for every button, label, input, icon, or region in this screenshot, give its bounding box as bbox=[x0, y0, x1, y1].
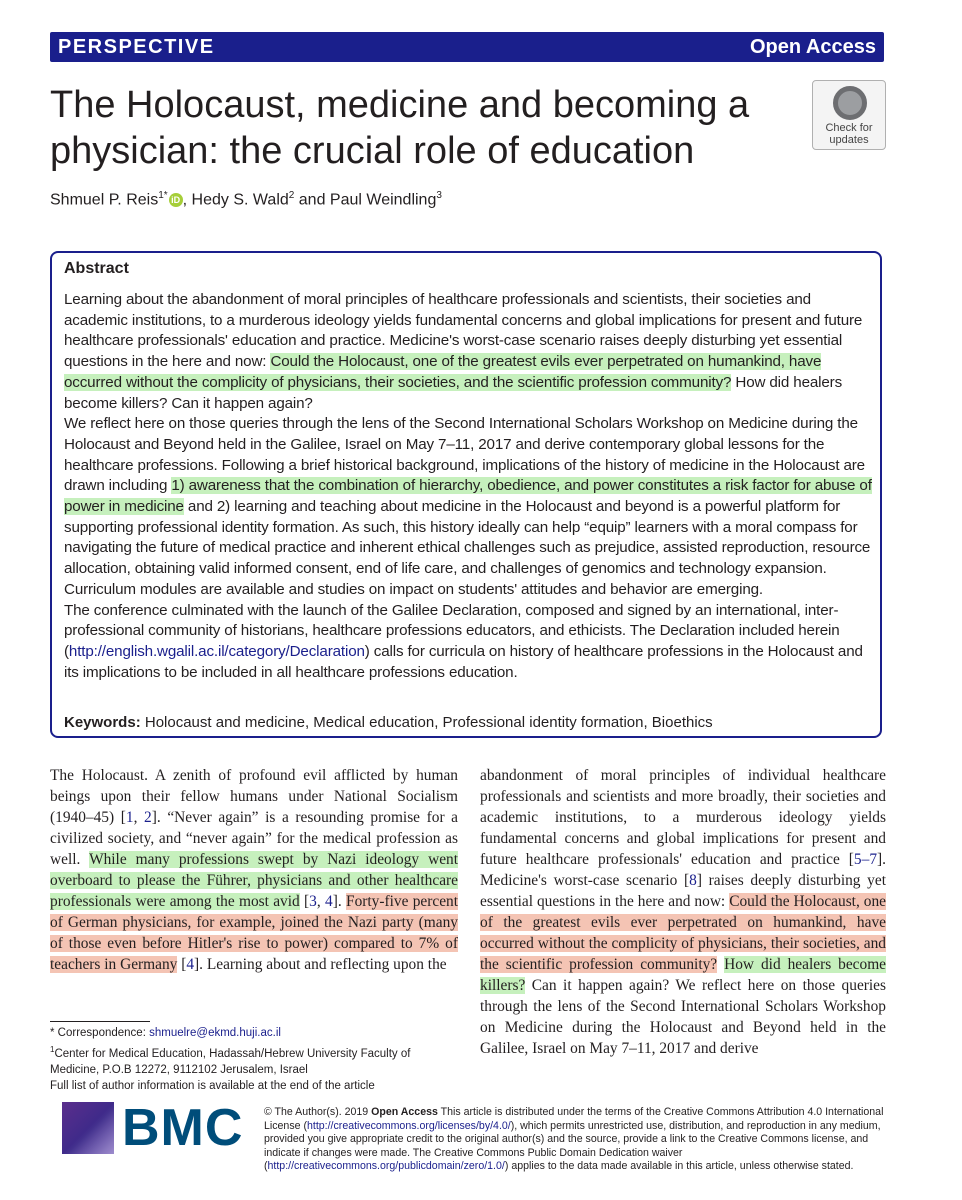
body-column-right bbox=[480, 765, 886, 1059]
correspondence-email-link[interactable]: shmuelre@ekmd.huji.ac.il bbox=[149, 1027, 281, 1039]
license-statement: © The Author(s). 2019 Open Access This article is distributed under the terms of the Creative Commons Attribution 4.0 International License (http://creativecommons.org/licenses/by/4.0/), which permits unrestricted use, distribution, and reproduction in any medium, provided you give appropriate credit to the original author(s) and the source, provide a link to the Creative Commons license, and indicate if changes were made. The Creative Commons Public Domain Dedication waiver (http://creativecommons.org/publicdomain/zero/1.0/) applies to the data made available in this article, unless otherwise stated. bbox=[264, 1106, 884, 1173]
keywords-label: Keywords: bbox=[64, 714, 141, 731]
highlight-green: How did healers become killers? bbox=[480, 956, 886, 994]
title-line-1: The Holocaust, medicine and becoming a bbox=[50, 84, 750, 126]
abstract-box bbox=[50, 251, 882, 738]
bmc-logo bbox=[62, 1099, 244, 1157]
footnotes bbox=[50, 1025, 460, 1095]
open-access-label: Open Access bbox=[750, 36, 876, 58]
article-type-banner bbox=[50, 32, 884, 62]
abstract-body bbox=[64, 290, 872, 683]
highlight-red: Could the Holocaust, one of the greatest evils ever perpetrated on humankind, have occurred without the complicity of physicians, their societies, and the scientific profession community? bbox=[480, 893, 886, 973]
author-affiliation: 3 bbox=[436, 190, 442, 201]
body-paragraph: The Holocaust. A zenith of profound evil afflicted by human beings upon their fellow humans under National Socialism (1940–45) [1, 2]. “Never again” is a resounding promise for a civilized society, and “never again” for the medical profession as well. While many professions swept by Nazi ideology went overboard to please the Führer, physicians and other healthcare professionals were among the most avid [3, 4]. Forty-five percent of German physicians, for example, joined the Nazi party (many of those even before Hitler's rise to power) compared to 7% of teachers in Germany [4]. Learning about and reflecting upon the bbox=[50, 767, 459, 973]
highlight-green: Could the Holocaust, one of the greatest evils ever perpetrated on humankind, have occurred without the complicity of physicians, their societies, and the scientific profession community? bbox=[64, 353, 822, 391]
highlight-green: 1) awareness that the combination of hierarchy, obedience, and power constitutes a risk factor for abuse of power in medicine bbox=[64, 477, 872, 516]
abstract-paragraph: Learning about the abandonment of moral principles of healthcare professionals and scientists, their societies and academic institutions, to a murderous ideology yields fundamental concerns and global implications for present and future healthcare professionals' education and practice. Medicine's worst-case scenario raises deeply disturbing yet essential questions in the here and now: Could the Holocaust, one of the greatest evils ever perpetrated on humankind, have occurred without the complicity of physicians, their societies, and the scientific profession community? How did healers become killers? Can it happen again? bbox=[64, 291, 863, 412]
check-for-updates-button[interactable] bbox=[812, 80, 886, 150]
author-name[interactable]: , Hedy S. Wald bbox=[182, 191, 289, 209]
citation-link[interactable]: 5–7 bbox=[853, 851, 878, 868]
check-updates-label: Check for updates bbox=[825, 122, 873, 146]
affiliation-note: $^1$Center for Medical Education, Hadassah/Hebrew University Faculty of Medicine, P.O.B 12272, 9112102 Jerusalem, Israel bbox=[50, 1044, 411, 1076]
body-column-left bbox=[50, 765, 458, 975]
declaration-link[interactable]: http://english.wgalil.ac.il/category/Declaration bbox=[68, 642, 365, 660]
article-type-label: PERSPECTIVE bbox=[58, 36, 215, 58]
article-title bbox=[50, 82, 780, 174]
citation-link[interactable]: 1 bbox=[125, 809, 134, 826]
correspondence-note: * Correspondence: shmuelre@ekmd.huji.ac.il bbox=[50, 1027, 281, 1039]
cc-by-license-link[interactable]: http://creativecommons.org/licenses/by/4.0/ bbox=[307, 1119, 511, 1132]
author-name[interactable]: Shmuel P. Reis bbox=[50, 191, 159, 209]
author-affiliation: 1* bbox=[158, 190, 168, 201]
citation-link[interactable]: 4 bbox=[186, 956, 195, 973]
keywords-text: Holocaust and medicine, Medical education, Professional identity formation, Bioethics bbox=[140, 714, 713, 731]
highlight-green: While many professions swept by Nazi ideology went overboard to please the Führer, physicians and other healthcare professionals were among the most avid bbox=[50, 851, 458, 910]
footnote-divider bbox=[50, 1021, 150, 1022]
check-updates-icon bbox=[833, 86, 867, 120]
orcid-icon[interactable]: iD bbox=[169, 193, 183, 207]
author-info-note: Full list of author information is available at the end of the article bbox=[50, 1080, 375, 1093]
citation-link[interactable]: 3 bbox=[309, 893, 317, 910]
cc-zero-license-link[interactable]: http://creativecommons.org/publicdomain/zero/1.0/ bbox=[267, 1160, 505, 1173]
citation-link[interactable]: 2 bbox=[144, 809, 152, 826]
citation-link[interactable]: 8 bbox=[689, 872, 697, 889]
abstract-paragraph: We reflect here on those queries through the lens of the Second International Scholars Workshop on Medicine during the Holocaust and Beyond held in the Galilee, Israel on May 7–11, 2017 and derive contemporary global lessons for the healthcare professions. Following a brief historical background, implications of the history of medicine in the Holocaust are drawn including 1) awareness that the combination of hierarchy, obedience, and power constitutes a risk factor for abuse of power in medicine and 2) learning and teaching about medicine in the Holocaust and beyond is a powerful platform for supporting professional identity formation. As such, this history ideally can help “equip” learners with a moral compass for navigating the future of medical practice and inherent ethical challenges such as prejudice, assisted reproduction, resource allocation, obtaining valid informed consent, end of life care, and challenges of genomics and technology expansion. Curriculum modules are available and studies on impact on students' attitudes and behavior are emerging. bbox=[64, 415, 872, 598]
highlight-red: Forty-five percent of German physicians, for example, joined the Nazi party (many of those even before Hitler's rise to power) compared to 7% of teachers in Germany bbox=[50, 893, 459, 973]
author-name[interactable]: and Paul Weindling bbox=[294, 191, 437, 209]
author-list bbox=[50, 190, 442, 209]
body-paragraph: abandonment of moral principles of individual healthcare professionals and scientists and more broadly, their societies and academic institutions, to a murderous ideology yields fundamental concerns and global implications for present and future healthcare professionals' education and practice [5–7]. Medicine's worst-case scenario [8] raises deeply disturbing yet essential questions in the here and now: Could the Holocaust, one of the greatest evils ever perpetrated on humankind, have occurred without the complicity of physicians, their societies, and the scientific profession community? How did healers become killers? Can it happen again? We reflect here on those queries through the lens of the Second International Scholars Workshop on Medicine during the Holocaust and Beyond held in the Galilee, Israel on May 7–11, 2017 and derive bbox=[480, 767, 886, 1057]
keywords bbox=[64, 714, 713, 731]
author-affiliation: 2 bbox=[288, 190, 295, 201]
open-access-bold: Open Access bbox=[371, 1106, 438, 1118]
citation-link[interactable]: 4 bbox=[325, 893, 333, 910]
abstract-heading: Abstract bbox=[64, 260, 129, 277]
title-line-2: physician: the crucial role of education bbox=[50, 130, 695, 172]
abstract-paragraph: The conference culminated with the launch of the Galilee Declaration, composed and signed by an international, inter-professional community of historians, healthcare professions educators, and ethicists. The Declaration included herein (http://english.wgalil.ac.il/category/Declaration) calls for curricula on history of healthcare professions in the Holocaust and its implications to be included in all healthcare professions education. bbox=[64, 601, 863, 681]
bmc-logo-text: BMC bbox=[122, 1099, 244, 1157]
